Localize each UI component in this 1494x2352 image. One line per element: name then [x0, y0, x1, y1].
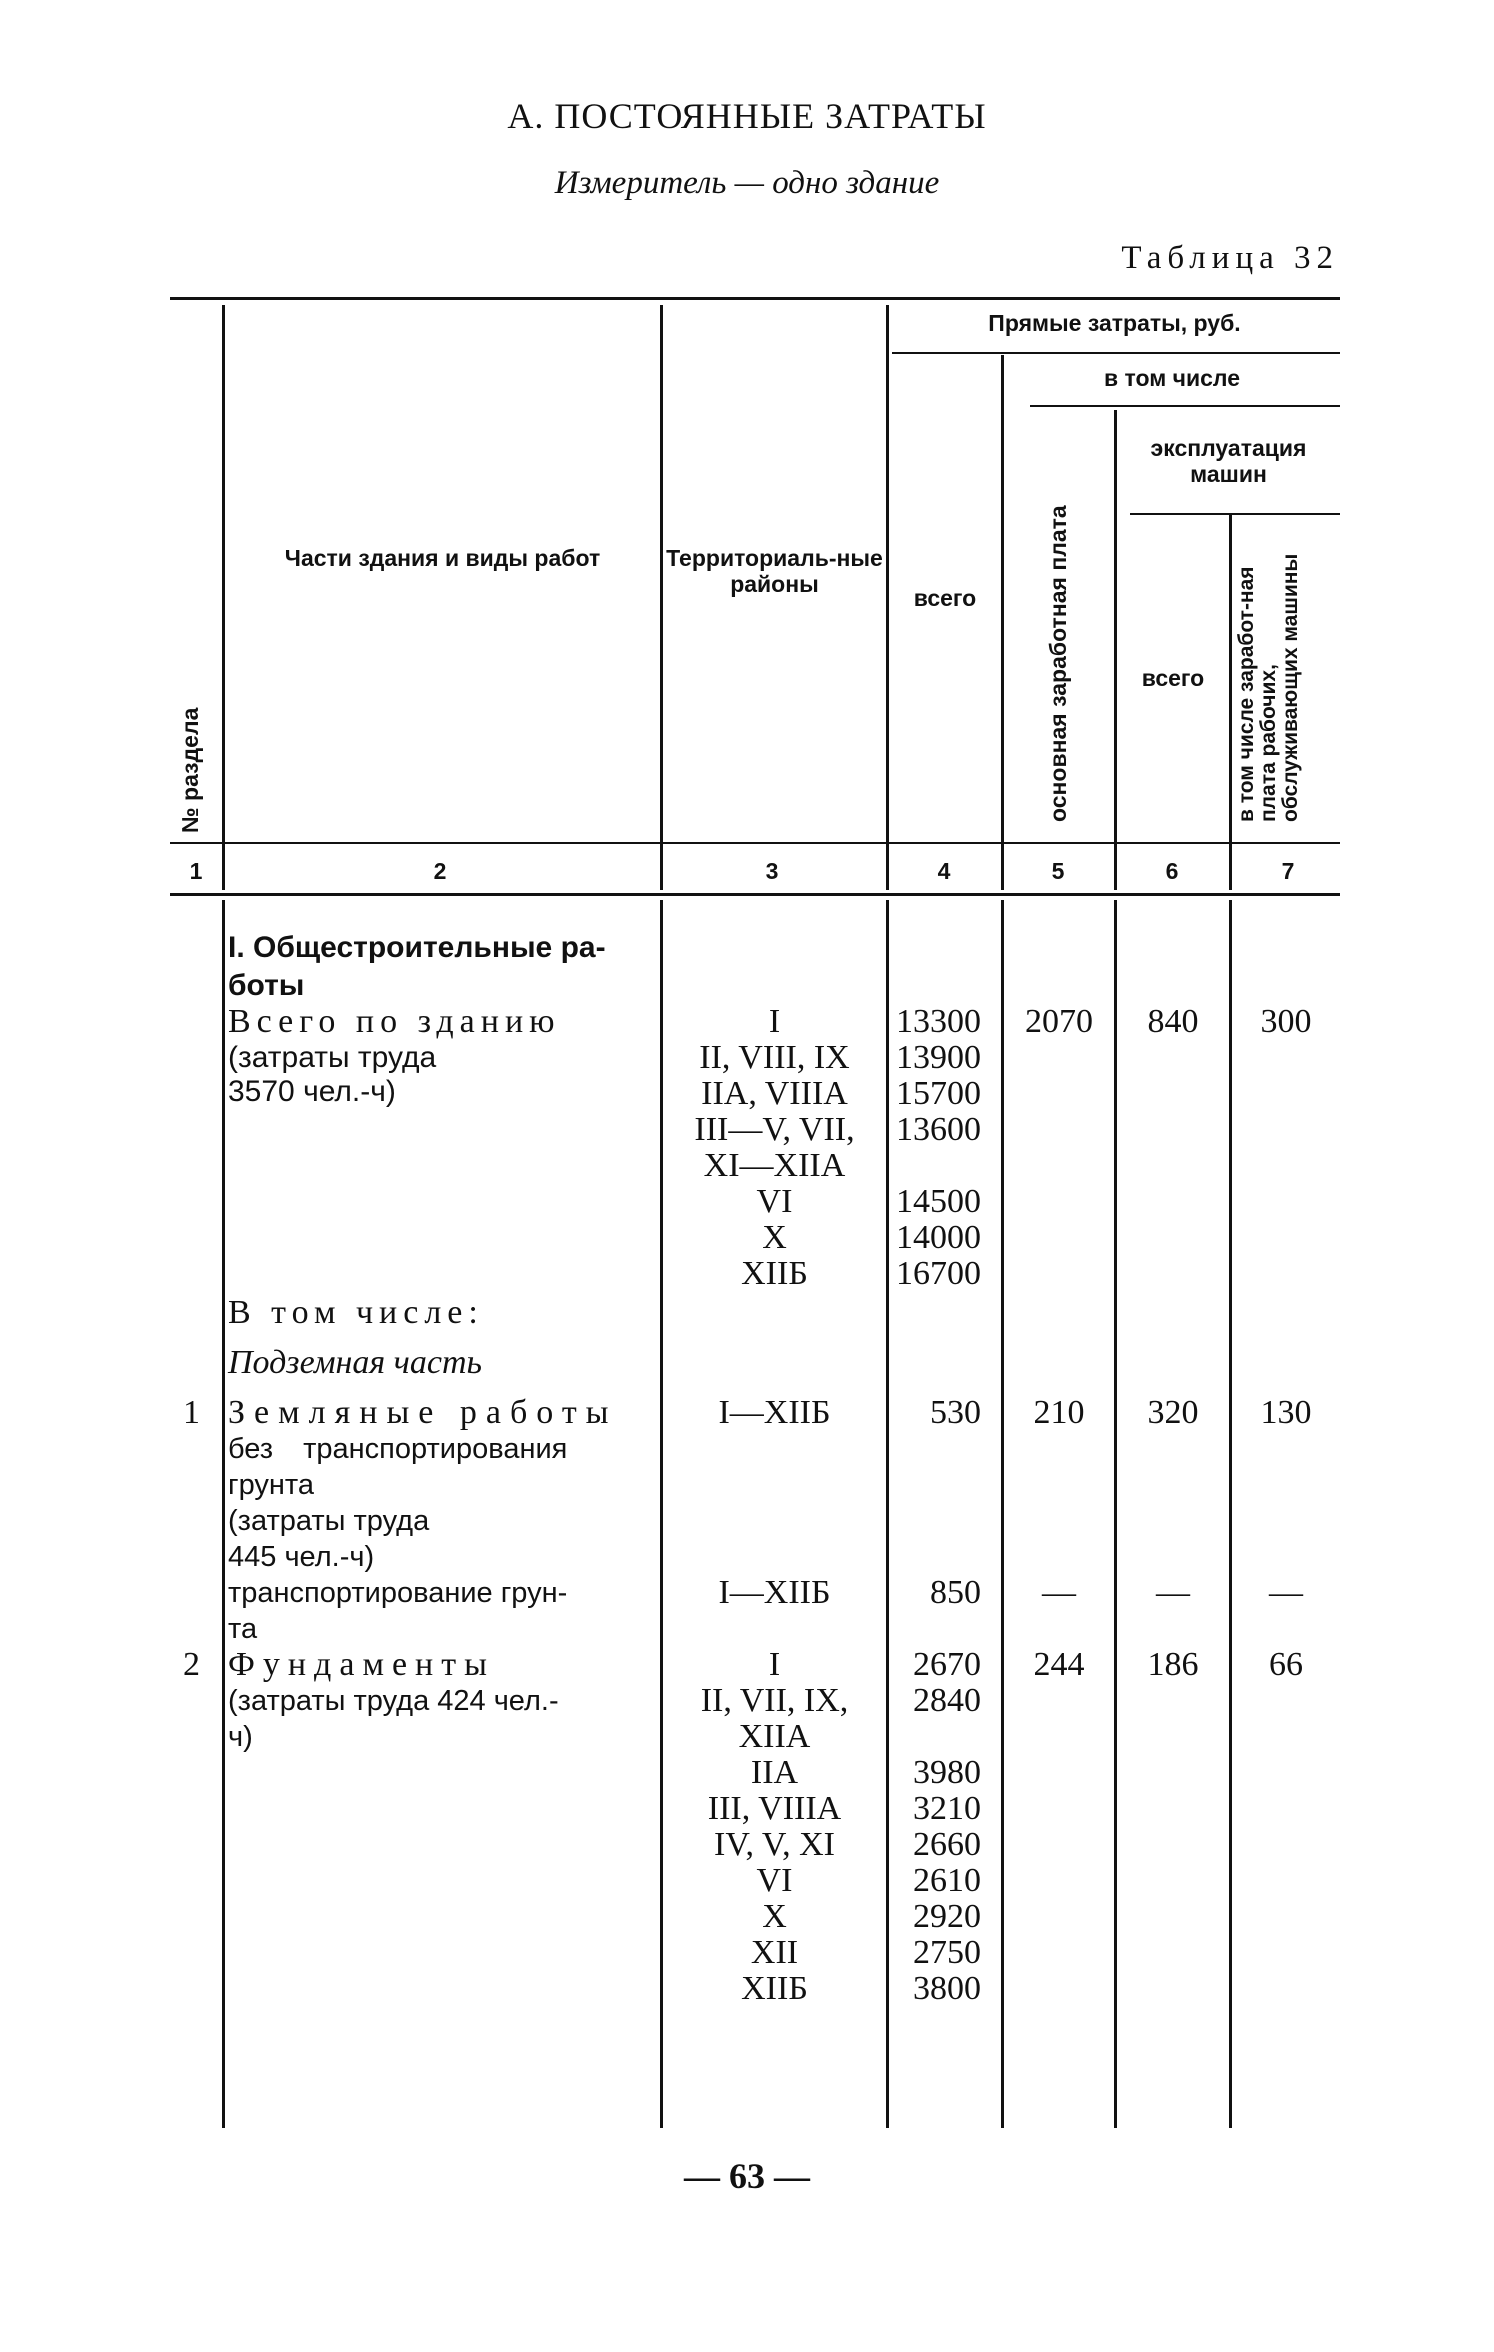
foundations-region-9: XII	[750, 1934, 799, 1971]
body-vline-6	[1229, 900, 1232, 2128]
foundations-region-10: XIIБ	[741, 1970, 808, 2007]
general-machines-wage: 300	[1260, 1003, 1312, 1040]
earthworks-line4: (затраты труда	[228, 1505, 430, 1537]
col1-header: № раздела	[177, 707, 203, 833]
earthworks-machines-wage: 130	[1260, 1394, 1312, 1431]
general-total-5: 14500	[896, 1183, 981, 1220]
foundations-line2: (затраты труда 424 чел.-	[228, 1685, 559, 1717]
foundations-wage: 244	[1033, 1646, 1085, 1683]
earthworks-num: 1	[183, 1394, 200, 1431]
foundations-region-6: IV, V, XI	[714, 1826, 835, 1863]
foundations-machines-wage: 66	[1269, 1646, 1303, 1683]
foundations-total-3: 3980	[913, 1754, 981, 1791]
earthworks-region: I—XIIБ	[718, 1394, 831, 1431]
table-top-rule	[170, 297, 1340, 300]
colnum-6: 6	[1165, 858, 1179, 884]
general-region-4: III—V, VII,	[694, 1111, 855, 1148]
colnum-5: 5	[1051, 858, 1065, 884]
total-labor-line1: (затраты труда	[228, 1041, 437, 1074]
foundations-total-9: 3800	[913, 1970, 981, 2007]
earthworks-line2: без транспортирования	[228, 1433, 568, 1465]
foundations-line1: Фундаменты	[228, 1646, 495, 1683]
header-vline-4	[1001, 355, 1004, 890]
header-bottom-rule	[170, 893, 1340, 896]
header-vline-2	[660, 305, 663, 890]
general-total-2: 13900	[896, 1039, 981, 1076]
machines-rule	[1130, 513, 1340, 515]
general-region-5: XI—XIIA	[703, 1147, 846, 1184]
col2-header: Части здания и виды работ	[284, 545, 601, 571]
foundations-region-5: III, VIIIA	[707, 1790, 842, 1827]
foundations-total-5: 2660	[913, 1826, 981, 1863]
foundations-total-7: 2920	[913, 1898, 981, 1935]
including-rule	[1030, 405, 1340, 407]
transport-line2: та	[228, 1613, 258, 1645]
colnum-3: 3	[765, 858, 779, 884]
col6-header: всего	[1141, 665, 1205, 691]
general-total-6: 14000	[896, 1219, 981, 1256]
foundations-line3: ч)	[228, 1721, 253, 1753]
general-region-7: X	[762, 1219, 787, 1256]
transport-machines-total: —	[1156, 1574, 1190, 1611]
machines-header: эксплуатация машин	[1150, 435, 1307, 487]
section-heading-line2: боты	[228, 969, 305, 1002]
colnum-4: 4	[937, 858, 951, 884]
page-title: А. ПОСТОЯННЫЕ ЗАТРАТЫ	[507, 96, 987, 136]
total-labor-line2: 3570 чел.-ч)	[228, 1075, 396, 1108]
foundations-num: 2	[183, 1646, 200, 1683]
foundations-total-2: 2840	[913, 1682, 981, 1719]
transport-wage: —	[1042, 1574, 1076, 1611]
general-region-3: IIA, VIIIA	[701, 1075, 848, 1112]
col5-header: основная заработная плата	[1045, 505, 1071, 822]
foundations-region-2: II, VII, IX,	[700, 1682, 849, 1719]
table-label: Таблица 32	[1121, 240, 1339, 276]
colnum-rule	[170, 842, 1340, 844]
body-vline-5	[1114, 900, 1117, 2128]
transport-total: 850	[930, 1574, 981, 1611]
foundations-total-6: 2610	[913, 1862, 981, 1899]
foundations-region-1: I	[768, 1646, 781, 1683]
col7-header: в том числе заработ-ная плата рабочих, обслуживающих машины	[1235, 553, 1302, 822]
earthworks-line1: Земляные работы	[228, 1394, 618, 1431]
foundations-region-8: X	[762, 1898, 787, 1935]
general-region-6: VI	[756, 1183, 793, 1220]
col3-header: Территориаль-ные районы	[666, 545, 883, 597]
page-subtitle: Измеритель — одно здание	[554, 165, 940, 201]
general-region-8: XIIБ	[741, 1255, 808, 1292]
earthworks-machines-total: 320	[1147, 1394, 1199, 1431]
general-region-1: I	[768, 1003, 781, 1040]
foundations-region-7: VI	[756, 1862, 793, 1899]
earthworks-total: 530	[930, 1394, 981, 1431]
earthworks-wage: 210	[1033, 1394, 1085, 1431]
general-wage: 2070	[1025, 1003, 1093, 1040]
general-total-4: 13600	[896, 1111, 981, 1148]
including-label: В том числе:	[228, 1294, 484, 1331]
foundations-region-3: XIIA	[738, 1718, 811, 1755]
total-label: Всего по зданию	[228, 1003, 561, 1040]
page-number: — 63 —	[684, 2156, 810, 2196]
including-header: в том числе	[1103, 365, 1241, 391]
direct-costs-rule	[892, 352, 1340, 354]
section-heading-line1: I. Общестроительные ра-	[228, 931, 606, 964]
transport-region: I—XIIБ	[718, 1574, 831, 1611]
foundations-total-1: 2670	[913, 1646, 981, 1683]
colnum-2: 2	[433, 858, 447, 884]
direct-costs-header: Прямые затраты, руб.	[988, 310, 1241, 336]
general-machines-total: 840	[1147, 1003, 1199, 1040]
general-total-7: 16700	[896, 1255, 981, 1292]
body-vline-1	[222, 900, 225, 2128]
header-vline-6	[1229, 515, 1232, 890]
underground-label: Подземная часть	[228, 1344, 483, 1381]
header-vline-1	[222, 305, 225, 890]
earthworks-line3: грунта	[228, 1469, 314, 1501]
foundations-region-4: IIA	[750, 1754, 799, 1791]
earthworks-line5: 445 чел.-ч)	[228, 1541, 375, 1573]
transport-line1: транспортирование грун-	[228, 1577, 568, 1609]
foundations-total-4: 3210	[913, 1790, 981, 1827]
general-total-1: 13300	[896, 1003, 981, 1040]
transport-machines-wage: —	[1269, 1574, 1303, 1611]
general-region-2: II, VIII, IX	[699, 1039, 850, 1076]
body-vline-4	[1001, 900, 1004, 2128]
general-total-3: 15700	[896, 1075, 981, 1112]
foundations-total-8: 2750	[913, 1934, 981, 1971]
colnum-7: 7	[1281, 858, 1295, 884]
col4-header: всего	[913, 585, 977, 611]
foundations-machines-total: 186	[1147, 1646, 1199, 1683]
colnum-1: 1	[189, 858, 203, 884]
